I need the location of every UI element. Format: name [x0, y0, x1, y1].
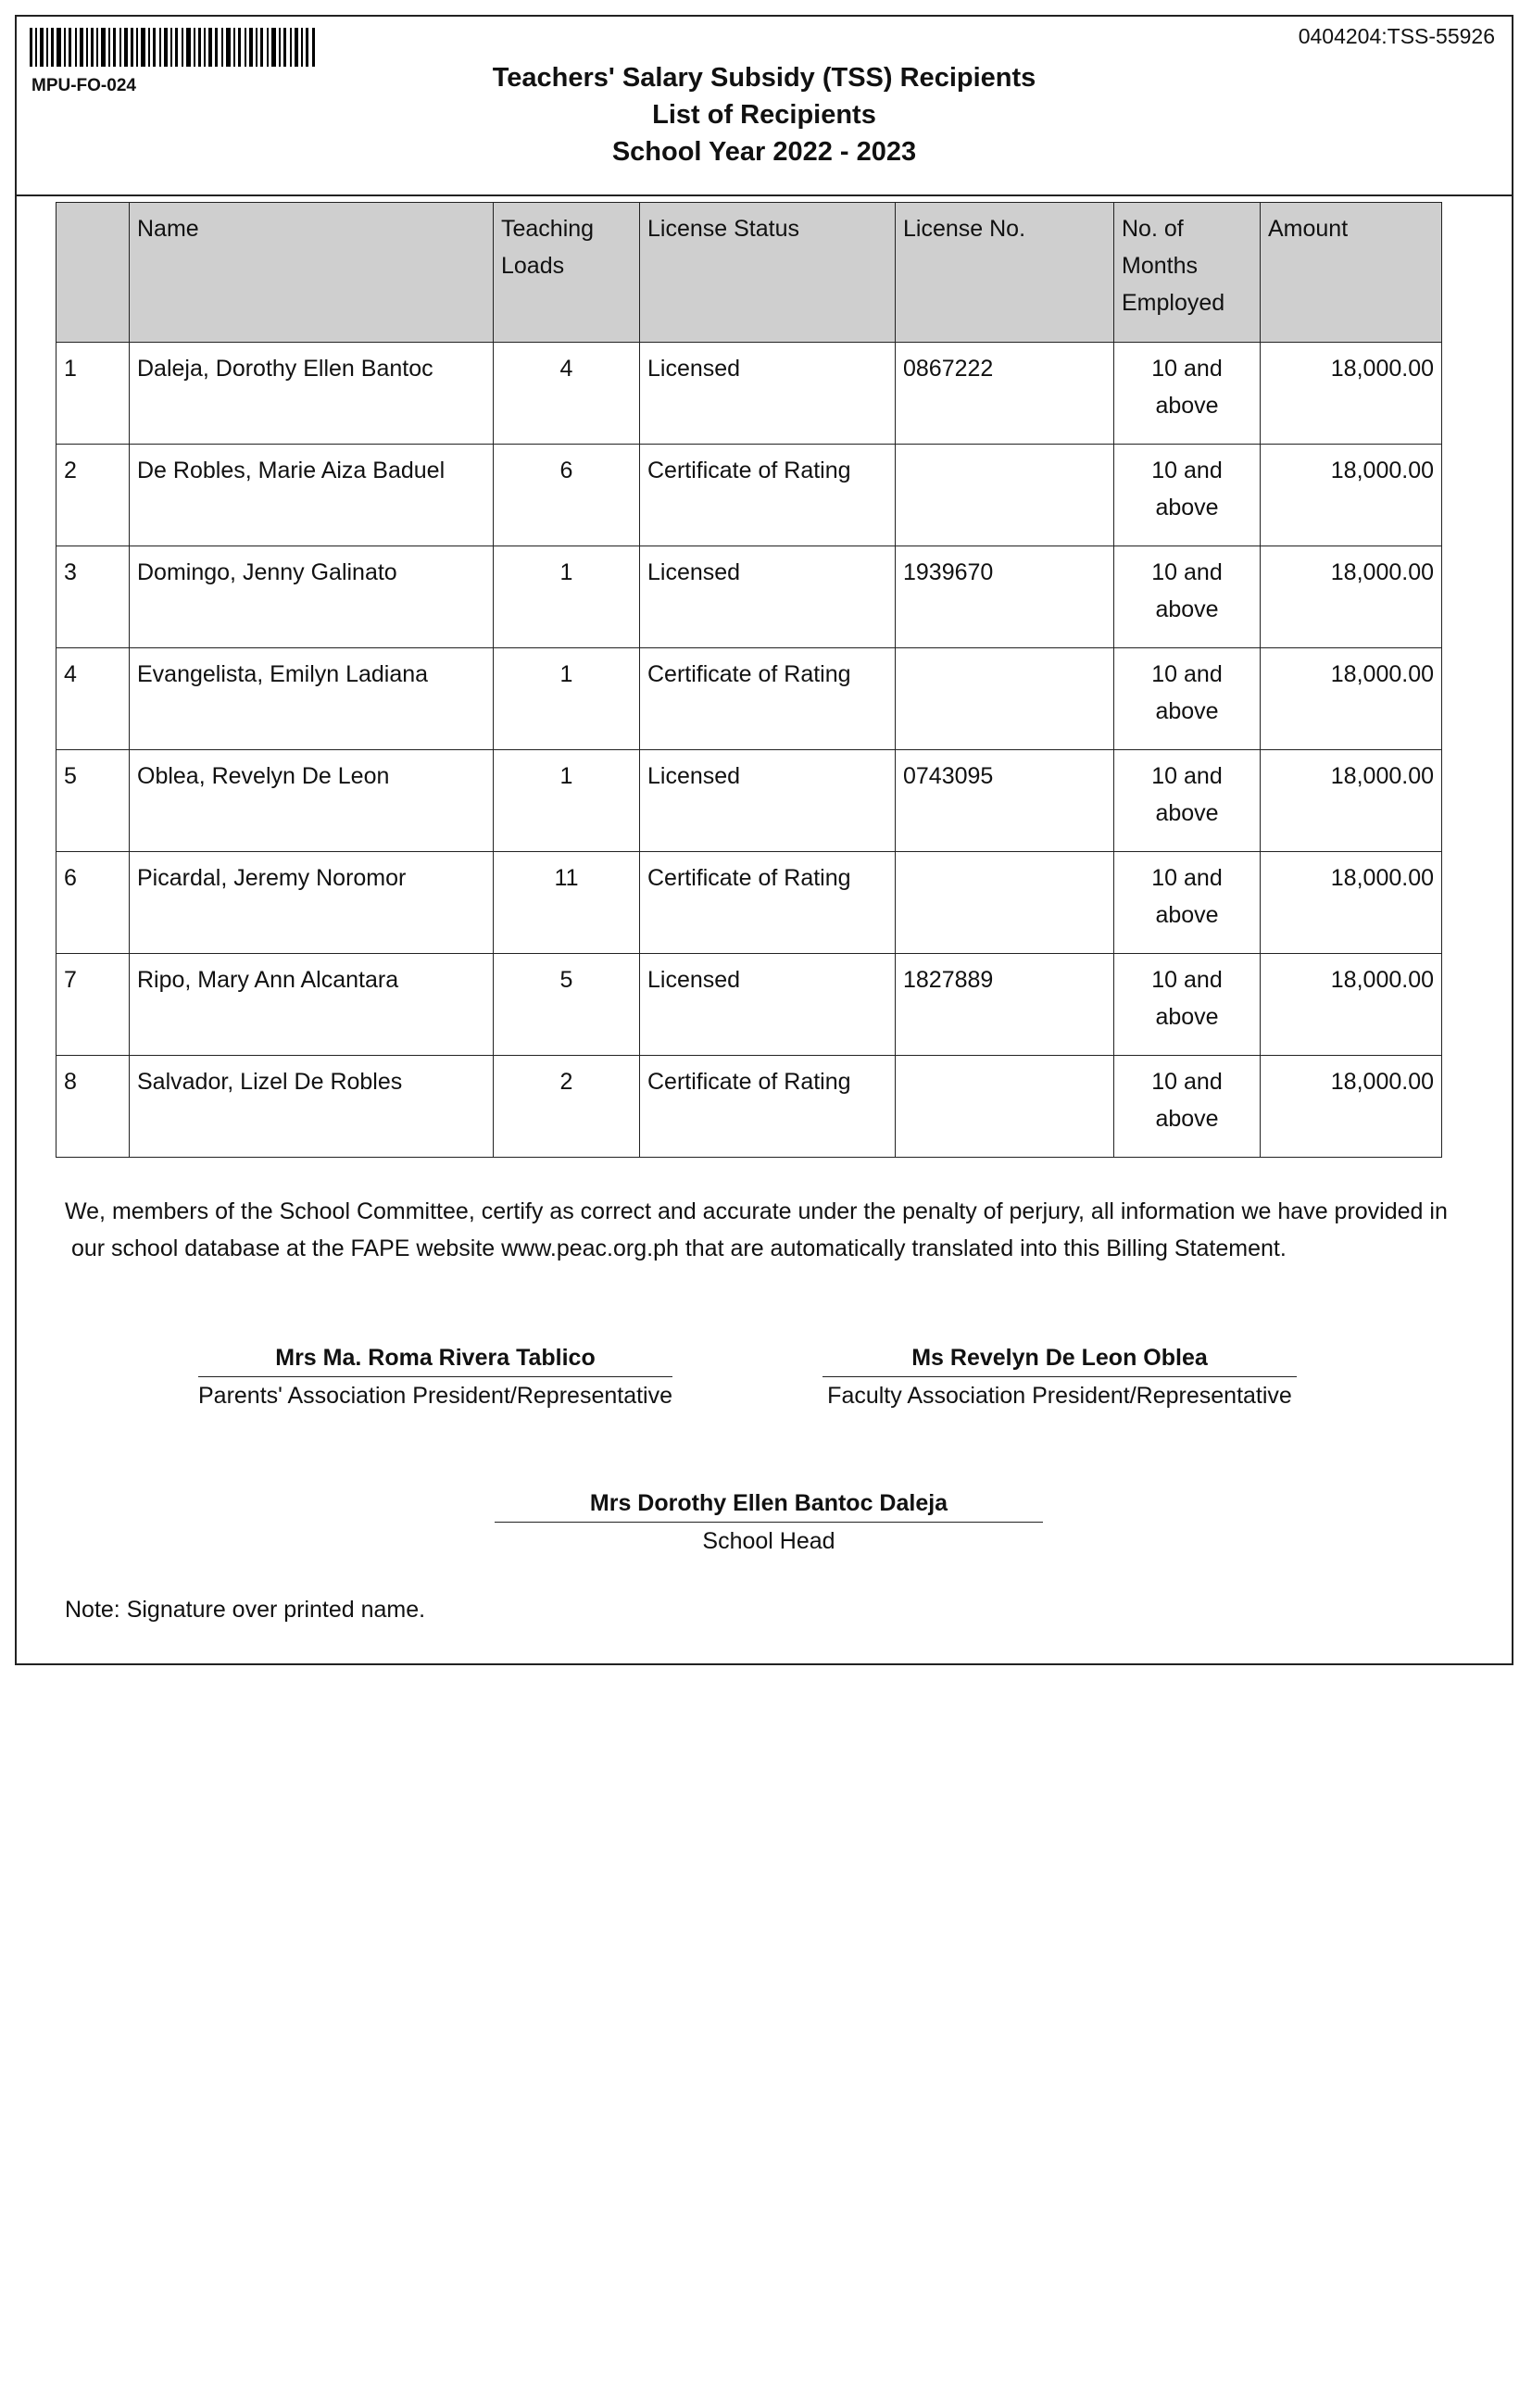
signature-school-head [495, 1485, 1043, 1560]
cell-amount: 18,000.00 [1261, 1056, 1442, 1158]
document-header [17, 17, 1512, 196]
cell-amount: 18,000.00 [1261, 648, 1442, 750]
cell-teaching-loads: 11 [494, 852, 640, 954]
cell-license-status: Certificate of Rating [640, 1056, 896, 1158]
cell-license-status: Licensed [640, 954, 896, 1056]
col-header-amount: Amount [1261, 203, 1442, 343]
cell-name: Salvador, Lizel De Robles [130, 1056, 494, 1158]
recipients-table [56, 202, 1442, 1158]
signatory-role: School Head [702, 1528, 835, 1554]
cell-months-employed: 10 and above [1114, 445, 1261, 546]
col-header-license-no: License No. [896, 203, 1114, 343]
col-header-license-status: License Status [640, 203, 896, 343]
certification-line-2: our school database at the FAPE website www.peac.org.ph that are automatically translated into this Billing Statement. [65, 1235, 1287, 1261]
recipients-table-wrap [56, 202, 1441, 1158]
certification-statement [65, 1193, 1510, 1267]
cell-months-employed: 10 and above [1114, 546, 1261, 648]
cell-license-no [896, 648, 1114, 750]
cell-months-employed: 10 and above [1114, 954, 1261, 1056]
cell-teaching-loads: 2 [494, 1056, 640, 1158]
cell-teaching-loads: 6 [494, 445, 640, 546]
col-header-name: Name [130, 203, 494, 343]
cell-license-status: Licensed [640, 546, 896, 648]
cell-license-no [896, 445, 1114, 546]
table-row [57, 648, 1442, 750]
col-header-months-employed: No. of Months Employed [1114, 203, 1261, 343]
cell-name: Oblea, Revelyn De Leon [130, 750, 494, 852]
signatory-name: Mrs Dorothy Ellen Bantoc Daleja [495, 1485, 1043, 1523]
title-line-2: List of Recipients [652, 100, 876, 130]
table-row [57, 852, 1442, 954]
cell-number: 3 [57, 546, 130, 648]
signature-note: Note: Signature over printed name. [65, 1597, 426, 1623]
certification-line-1: We, members of the School Committee, certify as correct and accurate under the penalty of perjury, all information we have provided in [65, 1198, 1448, 1224]
form-code: MPU-FO-024 [31, 76, 136, 95]
cell-license-no: 0743095 [896, 750, 1114, 852]
cell-license-no [896, 1056, 1114, 1158]
cell-number: 7 [57, 954, 130, 1056]
cell-license-no [896, 852, 1114, 954]
cell-license-status: Licensed [640, 343, 896, 445]
title-line-3: School Year 2022 - 2023 [611, 137, 917, 167]
cell-teaching-loads: 4 [494, 343, 640, 445]
signatory-role: Faculty Association President/Representative [827, 1383, 1292, 1409]
cell-amount: 18,000.00 [1261, 445, 1442, 546]
table-row [57, 1056, 1442, 1158]
cell-name: Daleja, Dorothy Ellen Bantoc [130, 343, 494, 445]
signatory-name: Ms Revelyn De Leon Oblea [823, 1339, 1297, 1377]
cell-license-no: 0867222 [896, 343, 1114, 445]
title-line-1: Teachers' Salary Subsidy (TSS) Recipients [492, 63, 1036, 93]
cell-license-status: Certificate of Rating [640, 445, 896, 546]
table-row [57, 546, 1442, 648]
cell-name: Evangelista, Emilyn Ladiana [130, 648, 494, 750]
cell-number: 8 [57, 1056, 130, 1158]
signatory-name: Mrs Ma. Roma Rivera Tablico [198, 1339, 672, 1377]
col-header-teaching-loads: Teaching Loads [494, 203, 640, 343]
table-row [57, 343, 1442, 445]
signatory-role: Parents' Association President/Representative [198, 1383, 672, 1409]
col-header-number [57, 203, 130, 343]
cell-teaching-loads: 1 [494, 546, 640, 648]
cell-name: Picardal, Jeremy Noromor [130, 852, 494, 954]
cell-name: De Robles, Marie Aiza Baduel [130, 445, 494, 546]
cell-months-employed: 10 and above [1114, 648, 1261, 750]
cell-name: Domingo, Jenny Galinato [130, 546, 494, 648]
cell-license-no: 1939670 [896, 546, 1114, 648]
cell-number: 6 [57, 852, 130, 954]
document-title [17, 59, 1512, 170]
table-row [57, 954, 1442, 1056]
cell-number: 2 [57, 445, 130, 546]
cell-license-status: Licensed [640, 750, 896, 852]
cell-license-status: Certificate of Rating [640, 852, 896, 954]
cell-amount: 18,000.00 [1261, 546, 1442, 648]
cell-name: Ripo, Mary Ann Alcantara [130, 954, 494, 1056]
cell-months-employed: 10 and above [1114, 852, 1261, 954]
table-row [57, 445, 1442, 546]
cell-teaching-loads: 5 [494, 954, 640, 1056]
table-header-row [57, 203, 1442, 343]
reference-code: 0404204:TSS-55926 [1298, 24, 1495, 48]
signature-faculty [823, 1339, 1297, 1414]
cell-number: 5 [57, 750, 130, 852]
cell-number: 4 [57, 648, 130, 750]
cell-months-employed: 10 and above [1114, 343, 1261, 445]
cell-amount: 18,000.00 [1261, 343, 1442, 445]
table-row [57, 750, 1442, 852]
cell-teaching-loads: 1 [494, 648, 640, 750]
cell-number: 1 [57, 343, 130, 445]
cell-license-status: Certificate of Rating [640, 648, 896, 750]
cell-amount: 18,000.00 [1261, 954, 1442, 1056]
cell-months-employed: 10 and above [1114, 750, 1261, 852]
cell-teaching-loads: 1 [494, 750, 640, 852]
cell-months-employed: 10 and above [1114, 1056, 1261, 1158]
signature-parents [198, 1339, 672, 1414]
cell-license-no: 1827889 [896, 954, 1114, 1056]
cell-amount: 18,000.00 [1261, 750, 1442, 852]
cell-amount: 18,000.00 [1261, 852, 1442, 954]
